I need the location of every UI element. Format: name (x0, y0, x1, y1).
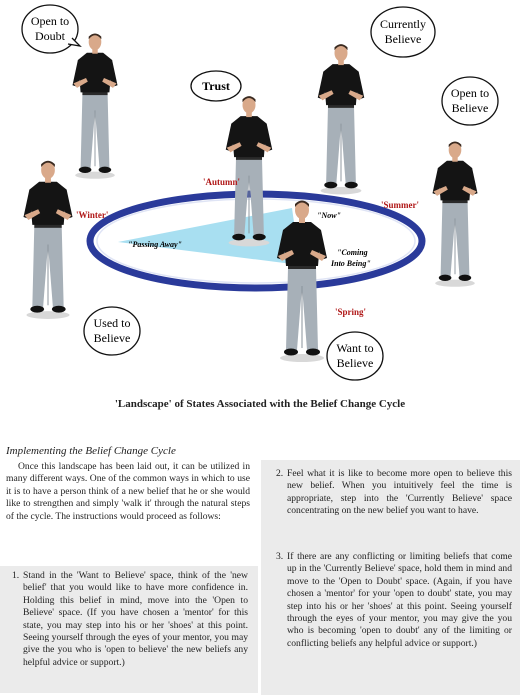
step-2 (276, 468, 512, 518)
bubble-text: Believe (384, 32, 422, 46)
label-coming-into-being: "Coming (337, 248, 368, 257)
bubble-text: Trust (202, 79, 230, 93)
person-currently-believe (318, 44, 365, 194)
intro-paragraph: Once this landscape has been laid out, it can be utilized in many different ways. One of the common ways in which to use it is to have a person think of a new belief that he or she would like to strengthen and simply 'walk it' through the natural steps of the cycle. The instructions would proceed as follows: (6, 461, 250, 522)
person-open-to-doubt (73, 33, 118, 178)
season-summer: 'Summer' (381, 200, 419, 210)
season-spring: 'Spring' (335, 307, 367, 317)
bubble-open-to-doubt (22, 5, 80, 53)
season-autumn: 'Autumn' (203, 177, 241, 187)
section-title: Implementing the Belief Change Cycle (6, 445, 176, 457)
bubble-text: Currently (380, 17, 426, 31)
step-number: 3. (276, 551, 284, 562)
step-text: If there are any conflicting or limiting beliefs that come up in the 'Currently Believe' space, hold them in mind and move to the 'Open to Doubt' space. (Again, if you have chosen a 'mentor' for your 'open to doubt' state, you may step into his or her 'shoes' at this point. Seeing yourself through the eyes of your mentor, you may give the you who is becoming 'open to doubt' any of the limiting or conflicting beliefs any helpful advice or support.) (287, 551, 512, 649)
step-1 (12, 570, 248, 669)
person-used-to-believe (24, 161, 73, 319)
bubble-want-to-believe (327, 332, 383, 380)
step-text: Stand in the 'Want to Believe' space, think of the 'new belief' that you would like to have more confidence in. Holding this belief in mind, move into the 'Open to Believe' space. (If you have chosen a 'mentor' for this state, you may step into his or her 'shoes' at this point. Seeing yourself through the eyes of your mentor, you may give the you who is 'open to believe' the new beliefs any helpful advice or support.) (23, 570, 248, 668)
step-number: 1. (12, 570, 20, 581)
person-open-to-believe (433, 141, 478, 286)
bubble-text: Believe (93, 331, 131, 345)
label-now: "Now" (317, 211, 341, 220)
bubble-text: Used to (93, 316, 131, 330)
season-winter: 'Winter' (76, 210, 109, 220)
step-3 (276, 551, 512, 650)
bubble-text: Doubt (35, 29, 65, 43)
label-passing-away: "Passing Away" (128, 240, 182, 249)
bubble-used-to-believe (84, 307, 140, 355)
step-text: Feel what it is like to become more open to believe this new belief. When you intuitively feel the time is appropriate, step into the 'Currently Believe' space concentrating on the new belief you want to have. (287, 468, 512, 517)
bubble-text: Believe (451, 101, 489, 115)
step-number: 2. (276, 468, 284, 479)
bubble-open-to-believe (442, 77, 498, 125)
bubble-text: Open to (450, 86, 490, 100)
bubble-text: Want to (336, 341, 374, 355)
label-coming-into-being: Into Being" (331, 259, 371, 268)
bubble-trust (191, 71, 241, 101)
bubble-text: Believe (336, 356, 374, 370)
bubble-currently-believe (371, 7, 435, 57)
figure-caption: 'Landscape' of States Associated with the Belief Change Cycle (114, 398, 406, 410)
bubble-text: Open to (30, 14, 70, 28)
